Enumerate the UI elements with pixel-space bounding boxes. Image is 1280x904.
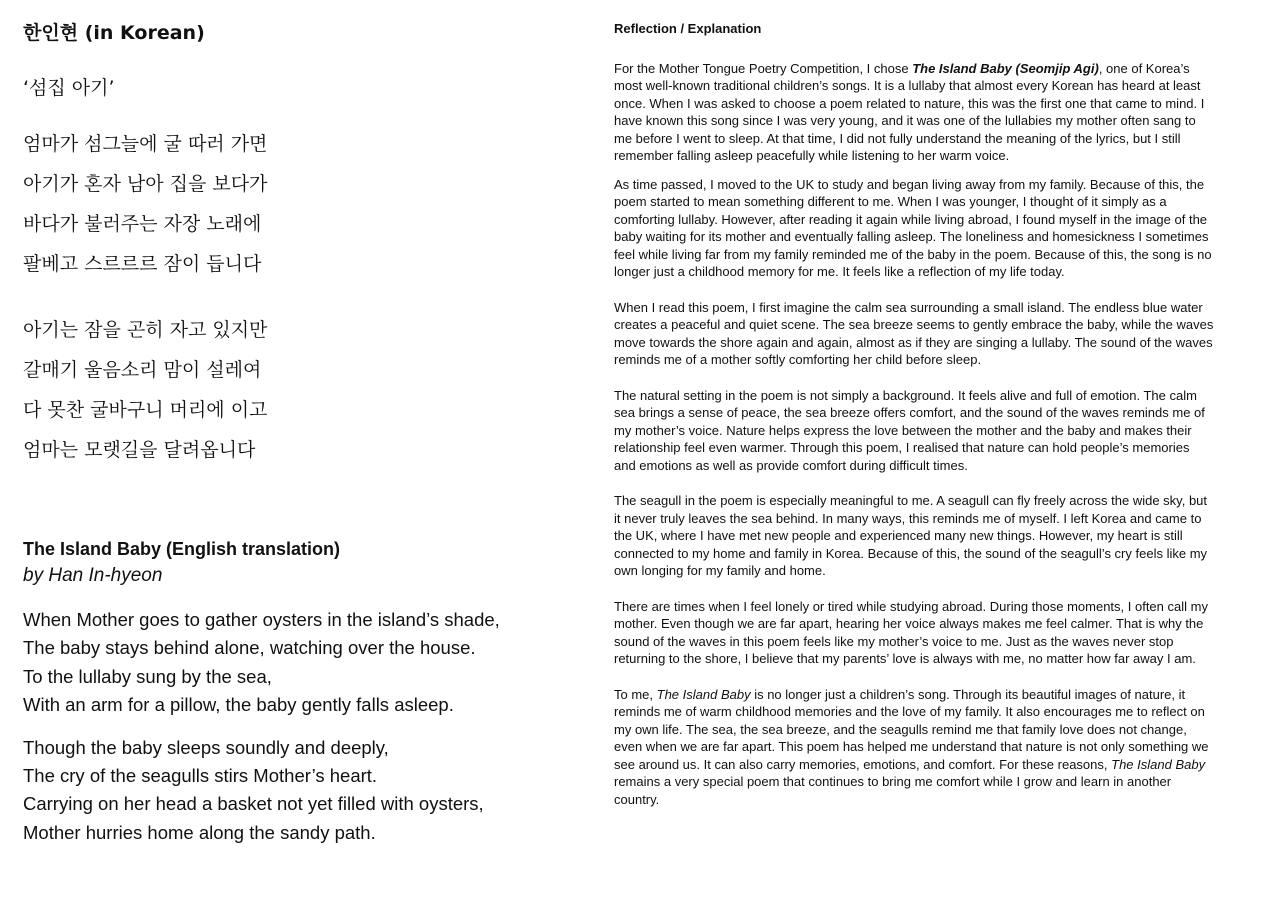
paragraph-text: To me, [614, 686, 657, 702]
poem-title-reference: The Island Baby [656, 686, 751, 702]
korean-line: 바다가 불러주는 자장 노래에 [23, 213, 262, 235]
korean-line: 팔베고 스르르르 잠이 듭니다 [23, 253, 262, 275]
english-line: With an arm for a pillow, the baby gently falls asleep. [23, 694, 454, 716]
english-line: The cry of the seagulls stirs Mother’s heart. [23, 765, 378, 787]
reflection-paragraph-7 [614, 686, 1214, 809]
english-heading: The Island Baby (English translation) [23, 539, 341, 559]
korean-stanza-2 [23, 310, 583, 470]
reflection-paragraph-4: The natural setting in the poem is not simply a background. It feels alive and full of emotion. The calm sea brings a sense of peace, the sea breeze offers comfort, and the sound of the waves reminds me of my mother’s voice. Nature helps express the love between the mother and the baby and makes their relationship feel even warmer. Through this poem, I realised that nature can hold people’s memories and emotions as well as provide comfort during difficult times. [614, 387, 1205, 473]
korean-line: 다 못찬 굴바구니 머리에 이고 [23, 399, 268, 421]
korean-poem-title: ‘섬집 아기’ [23, 77, 115, 99]
reflection-paragraph-6: There are times when I feel lonely or tired while studying abroad. During those moments, I often call my mother. Even though we are far apart, hearing her voice always makes me feel calmer. That is why the sound of the waves in this poem feels like my mother’s voice to me. Just as the waves never stop returning to the shore, I believe that my parents’ love is always with me, no matter how far away I am. [614, 598, 1208, 666]
english-line: To the lullaby sung by the sea, [23, 665, 272, 687]
korean-line: 아기는 잠을 곤히 자고 있지만 [23, 319, 268, 341]
english-line: Mother hurries home along the sandy path. [23, 821, 376, 843]
byline [23, 562, 583, 590]
english-line: Though the baby sleeps soundly and deeply, [23, 736, 389, 758]
english-line: Carrying on her head a basket not yet filled with oysters, [23, 793, 484, 815]
paragraph-text: is no longer just a children’s song. Through its beautiful images of nature, it reminds me of warm childhood memories and the love of my family. It also encourages me to reflect on my own life. The sea, the sea breeze, and the seagulls remind me that family love does not change, even when we are far apart. This poem has helped me understand that nature is not only something we see around us. It can also carry memories, emotions, and comfort. For these reasons, [614, 686, 1209, 772]
reflection-heading: Reflection / Explanation [614, 21, 762, 36]
korean-line: 엄마는 모랫길을 달려옵니다 [23, 439, 256, 461]
reflection-paragraph-2: As time passed, I moved to the UK to study and began living away from my family. Because of this, the poem started to mean something different to me. When I was younger, I thought of it simply as a comforting lullaby. However, after reading it again while living abroad, I found myself in the image of the baby waiting for its mother and eventually falling asleep. The loneliness and homesickness I sometimes feel while living far from my family reminded me of the baby in the poem. Because of this, the song is no longer just a childhood memory for me. It feels like a reflection of my life today. [614, 176, 1212, 279]
reflection-paragraph-5: The seagull in the poem is especially meaningful to me. A seagull can fly freely across the wide sky, but it never truly leaves the sea behind. In many ways, this reminds me of myself. I left Korea and came to the UK, where I have met new people and experienced many new things. However, my heart is still connected to my home and family in Korea. Because of this, the sound of the seagull’s cry feels like my own longing for my family and home. [614, 493, 1208, 578]
reflection-column [614, 20, 1214, 826]
korean-heading [23, 18, 583, 45]
paragraph-text: For the Mother Tongue Poetry Competition, I chose [614, 60, 913, 76]
paragraph-text: , one of Korea’s most well-known traditional children’s songs. It is a lullaby that almost every Korean has heard at least once. When I was asked to choose a poem related to nature, this was the first one that came to mind. I have known this song since I was very young, and it was one of the lullabies my mother often sang to me before I went to sleep. At that time, I did not fully understand the meaning of the lyrics, but I still remember falling asleep peacefully while listening to her warm voice. [614, 60, 1205, 163]
reflection-paragraph-3: When I read this poem, I first imagine the calm sea surrounding a small island. The endless blue water creates a peaceful and quiet scene. The sea breeze seems to gently embrace the baby, while the waves move towards the shore again and again, almost as if they are singing a lullaby. The sound of the waves reminds me of a mother softly comforting her child before sleep. [614, 299, 1214, 367]
english-stanza-1 [23, 606, 583, 720]
korean-stanza-1 [23, 124, 583, 284]
korean-line: 아기가 혼자 남아 집을 보다가 [23, 173, 268, 195]
english-line: The baby stays behind alone, watching over the house. [23, 637, 476, 659]
paragraph-text: remains a very special poem that continues to bring me comfort while I grow and learn in another country. [614, 774, 1172, 807]
english-stanza-2 [23, 734, 583, 848]
korean-line: 갈매기 울음소리 맘이 설레여 [23, 359, 262, 381]
korean-author-name: 한인현 [23, 22, 79, 44]
english-line: When Mother goes to gather oysters in the island’s shade, [23, 609, 500, 630]
poem-title-reference: The Island Baby [1111, 756, 1206, 772]
byline-prefix: by [23, 565, 44, 586]
korean-line: 엄마가 섬그늘에 굴 따러 가면 [23, 133, 268, 155]
poem-column [23, 18, 583, 861]
reflection-paragraph-1 [614, 60, 1214, 165]
poem-title-reference: The Island Baby (Seomjip Agi) [912, 60, 1099, 76]
korean-heading-suffix: (in Korean) [84, 22, 205, 44]
author-name: Han In-hyeon [48, 565, 163, 586]
